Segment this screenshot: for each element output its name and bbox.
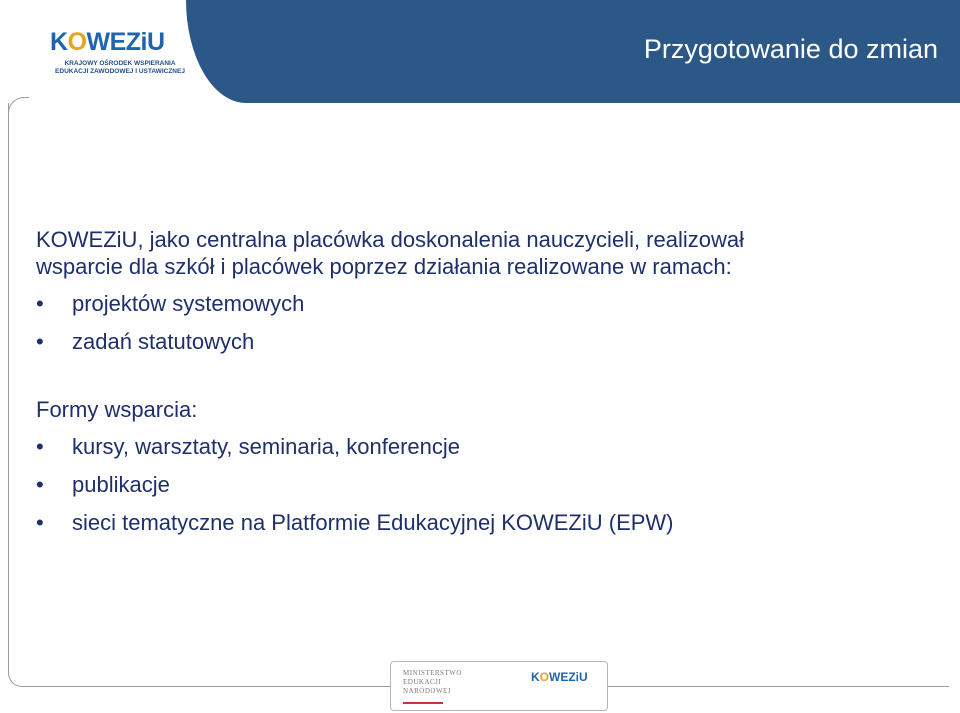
koweziu-logo bbox=[50, 14, 190, 88]
list-item: • zadań statutowych bbox=[36, 328, 936, 356]
forms-list bbox=[36, 433, 936, 537]
slide-title: Przygotowanie do zmian bbox=[643, 34, 938, 64]
logo-wordmark: KOWEZiU bbox=[50, 28, 165, 56]
logo-subtitle: KRAJOWY OŚRODEK WSPIERANIA EDUKACJI ZAWODOWEJ I USTAWICZNEJ bbox=[55, 60, 185, 75]
slide-body bbox=[36, 226, 936, 537]
ministry-logo: MINISTERSTWO EDUKACJI NARODOWEJ bbox=[403, 669, 462, 695]
projects-list bbox=[36, 290, 936, 356]
forms-heading: Formy wsparcia: bbox=[36, 397, 198, 422]
list-item: • projektów systemowych bbox=[36, 290, 936, 318]
ministry-flag-bar bbox=[403, 702, 443, 704]
intro-text bbox=[36, 226, 936, 280]
list-item: • sieci tematyczne na Platformie Edukacyjnej KOWEZiU (EPW) bbox=[36, 509, 936, 537]
intro-line-1: KOWEZiU, jako centralna placówka doskonalenia nauczycieli, realizował bbox=[36, 227, 744, 252]
koweziu-small-logo: KOWEZiU bbox=[531, 670, 588, 684]
list-item: • kursy, warsztaty, seminaria, konferencje bbox=[36, 433, 936, 461]
footer-logos bbox=[390, 661, 608, 711]
slide-header bbox=[0, 0, 960, 103]
intro-line-2: wsparcie dla szkół i placówek poprzez działania realizowane w ramach: bbox=[36, 254, 732, 279]
list-item: • publikacje bbox=[36, 471, 936, 499]
